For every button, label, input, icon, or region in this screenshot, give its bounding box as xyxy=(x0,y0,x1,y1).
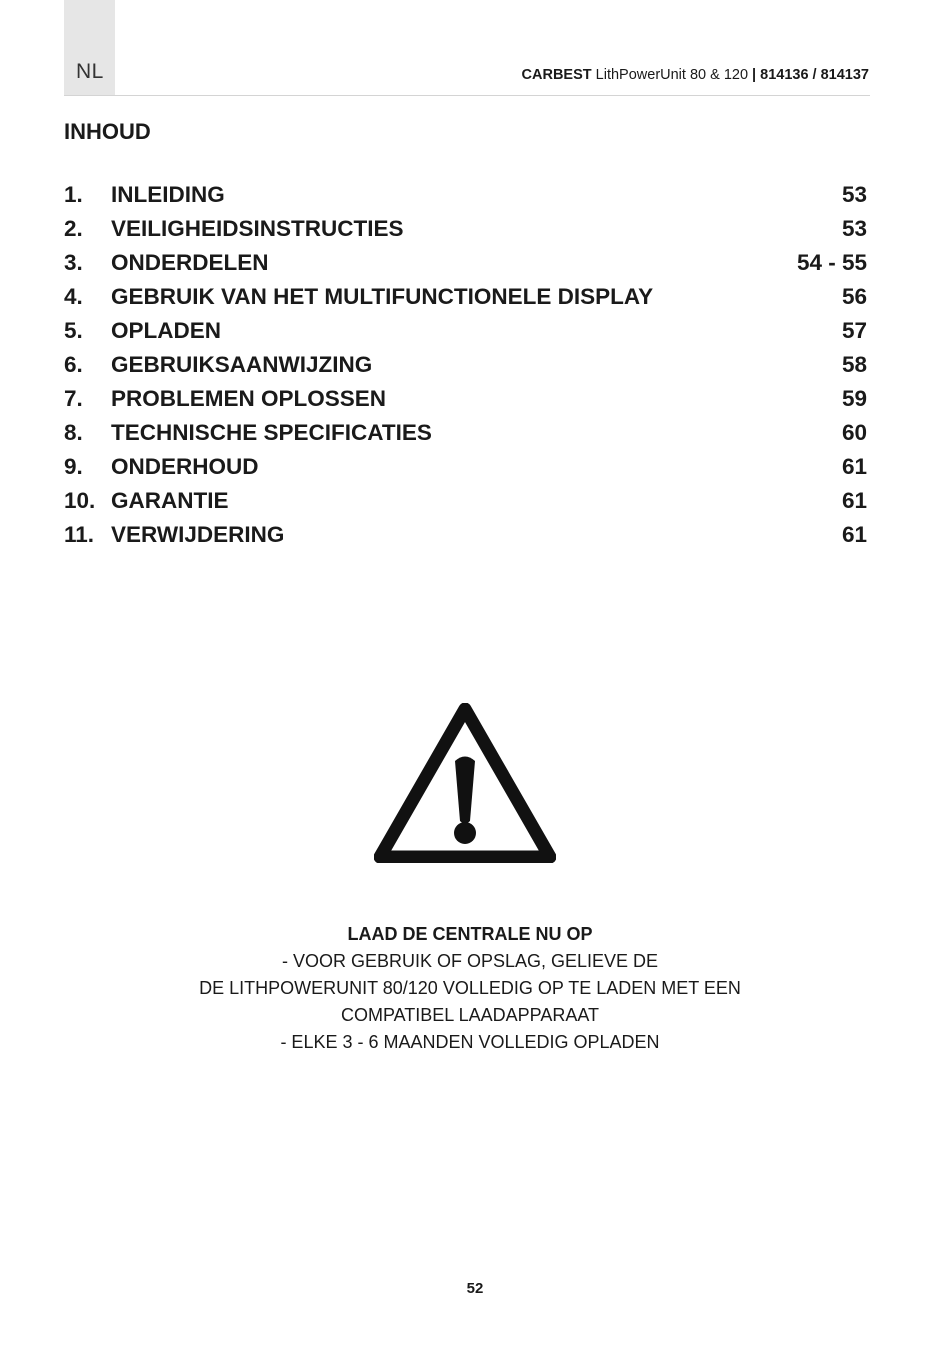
notice-title: LAAD DE CENTRALE NU OP xyxy=(347,924,593,944)
document-header xyxy=(522,67,869,83)
toc-item[interactable] xyxy=(64,280,867,314)
toc-item-title: PROBLEMEN OPLOSSEN xyxy=(111,386,387,411)
toc-item-page: 60 xyxy=(841,420,867,445)
toc-item-page: 58 xyxy=(841,352,867,377)
toc-item-title: GARANTIE xyxy=(111,488,229,513)
toc-item-page: 59 xyxy=(841,386,867,411)
toc-item-number: 2. xyxy=(64,216,83,241)
toc-item-title: VERWIJDERING xyxy=(111,522,285,547)
header-separator: | xyxy=(752,67,757,83)
toc-item-page: 61 xyxy=(841,522,867,547)
toc-item-number: 7. xyxy=(64,386,83,411)
toc-item-number: 4. xyxy=(64,284,83,309)
header-divider xyxy=(64,95,870,96)
toc-item-page: 61 xyxy=(841,454,867,479)
table-of-contents xyxy=(64,178,867,552)
toc-item[interactable] xyxy=(64,178,867,212)
toc-item[interactable] xyxy=(64,212,867,246)
toc-item-number: 3. xyxy=(64,250,83,275)
toc-item[interactable] xyxy=(64,246,867,280)
toc-item[interactable] xyxy=(64,382,867,416)
toc-item[interactable] xyxy=(64,314,867,348)
toc-item-title: TECHNISCHE SPECIFICATIES xyxy=(111,420,432,445)
toc-item-page: 57 xyxy=(841,318,867,343)
toc-item-title: ONDERDELEN xyxy=(111,250,269,275)
notice-line: - VOOR GEBRUIK OF OPSLAG, GELIEVE DE xyxy=(281,951,659,971)
toc-item-title: ONDERHOUD xyxy=(111,454,259,479)
notice-line: - ELKE 3 - 6 MAANDEN VOLLEDIG OPLADEN xyxy=(280,1032,660,1052)
toc-item-title: GEBRUIKSAANWIJZING xyxy=(111,352,373,377)
toc-item-title: GEBRUIK VAN HET MULTIFUNCTIONELE DISPLAY xyxy=(111,284,654,309)
toc-item-page: 53 xyxy=(841,216,867,241)
language-tab xyxy=(64,0,115,95)
article-numbers: 814136 / 814137 xyxy=(760,67,869,83)
language-code: NL xyxy=(76,60,104,83)
charge-notice xyxy=(0,921,940,1056)
toc-item-number: 8. xyxy=(64,420,83,445)
toc-item-number: 11. xyxy=(64,522,95,547)
warning-triangle-icon xyxy=(374,703,556,863)
toc-item-number: 9. xyxy=(64,454,83,479)
toc-item[interactable] xyxy=(64,484,867,518)
toc-item-number: 5. xyxy=(64,318,83,343)
toc-item-title: OPLADEN xyxy=(111,318,222,343)
notice-line: COMPATIBEL LAADAPPARAAT xyxy=(340,1005,600,1025)
toc-heading: INHOUD xyxy=(64,119,151,144)
toc-item-page: 61 xyxy=(841,488,867,513)
product-name: LithPowerUnit 80 & 120 xyxy=(595,67,749,83)
brand-name: CARBEST xyxy=(521,67,592,83)
notice-line: DE LITHPOWERUNIT 80/120 VOLLEDIG OP TE LADEN MET EEN xyxy=(199,978,741,998)
toc-item[interactable] xyxy=(64,416,867,450)
toc-item[interactable] xyxy=(64,518,867,552)
toc-item-number: 10. xyxy=(64,488,96,513)
toc-item-title: VEILIGHEIDSINSTRUCTIES xyxy=(111,216,404,241)
toc-item[interactable] xyxy=(64,450,867,484)
toc-item[interactable] xyxy=(64,348,867,382)
toc-item-page: 54 - 55 xyxy=(796,250,867,275)
toc-item-number: 6. xyxy=(64,352,83,377)
toc-item-page: 53 xyxy=(841,182,867,207)
page-number: 52 xyxy=(466,1280,484,1297)
toc-item-number: 1. xyxy=(64,182,83,207)
toc-item-page: 56 xyxy=(841,284,867,309)
toc-item-title: INLEIDING xyxy=(111,182,225,207)
